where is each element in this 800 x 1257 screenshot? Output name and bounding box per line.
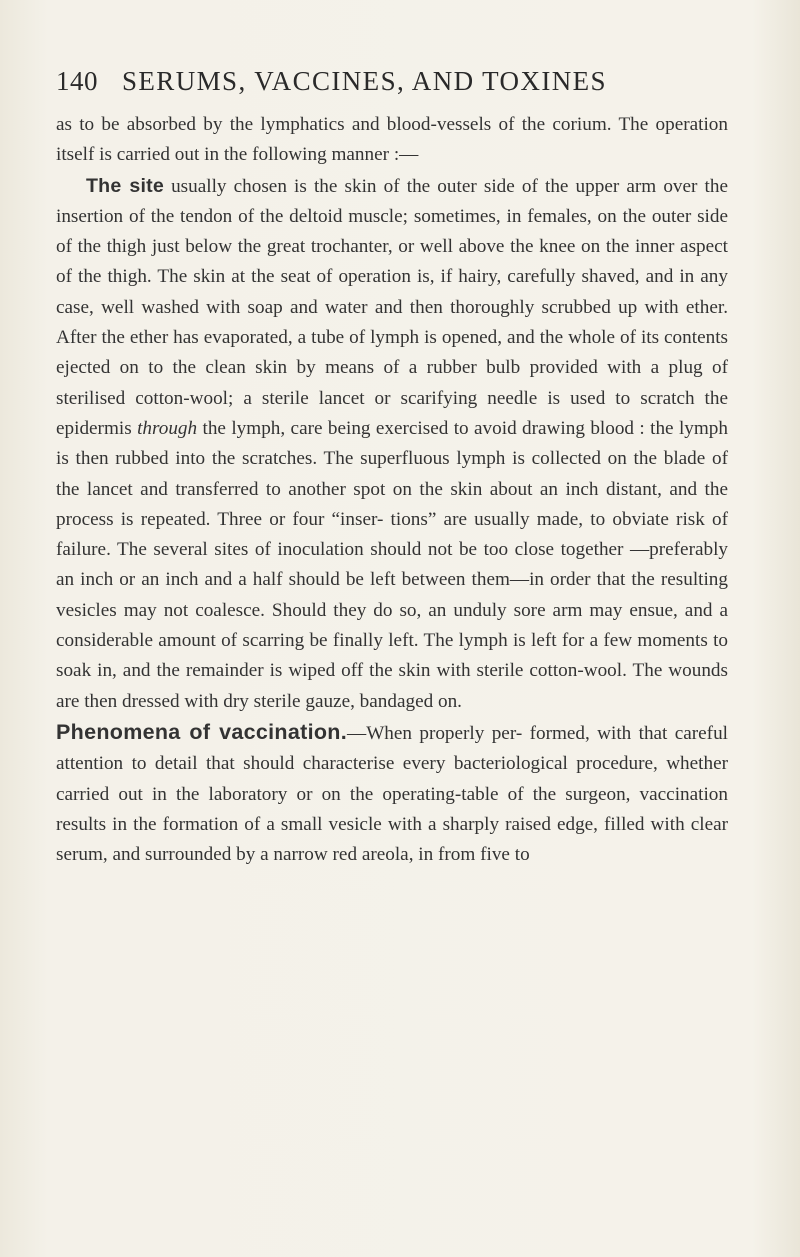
page-number: 140 [56,66,98,96]
paragraph-2-text-part1: usually chosen is the skin of the outer side of the upper arm over the insertion of the tendon of the deltoid muscle; sometimes, in females, on the outer side of the thigh just below the great trochanter, or well above the knee on the inner aspect of the thigh. The skin at the seat of operation is, if hairy, carefully shaved, and in any case, well washed with soap and water and then thoroughly scrubbed up with ether. After the ether has evaporated, a tube of lymph is opened, and the whole of its contents ejected on to the clean skin by means of a rubber bulb provided with a plug of sterilised cotton-wool; a sterile lancet or scarifying needle is used to scratch the epidermis [56,175,728,439]
page-body [56,110,728,870]
running-header [56,66,676,97]
paragraph-site [56,171,728,717]
paragraph-1-text: as to be absorbed by the lymphatics and blood-vessels of the corium. The operation itself is carried out in the following manner :— [56,114,728,166]
paragraph-3-text: —When properly per- formed, with that careful attention to detail that should characterise every bacteriological procedure, whether carried out in the laboratory or on the operating-table of the surgeon, vaccination results in the formation of a small vesicle with a sharply raised edge, filled with clear serum, and surrounded by a narrow red areola, in from five to [56,722,728,866]
paragraph-continued [56,110,728,171]
italic-through: through [137,417,198,439]
side-heading-site: The site [86,174,164,197]
running-title: SERUMS, VACCINES, AND TOXINES [122,66,607,96]
paragraph-phenomena [56,717,728,870]
paragraph-2-text-part2: the lymph, care being exercised to avoid drawing blood : the lymph is then rubbed into the scratches. The superfluous lymph is collected on the blade of the lancet and transferred to another spot on the skin about an inch distant, and the process is repeated. Three or four “inser- tions” are usually made, to obviate risk of failure. The several sites of inoculation should not be too close together —preferably an inch or an inch and a half should be left between them—in order that the resulting vesicles may not coalesce. Should they do so, an unduly sore arm may ensue, and a considerable amount of scarring be finally left. The lymph is left for a few moments to soak in, and the remainder is wiped off the skin with sterile cotton-wool. The wounds are then dressed with dry sterile gauze, bandaged on. [56,417,728,712]
section-heading-phenomena: Phenomena of vaccination. [56,719,347,744]
